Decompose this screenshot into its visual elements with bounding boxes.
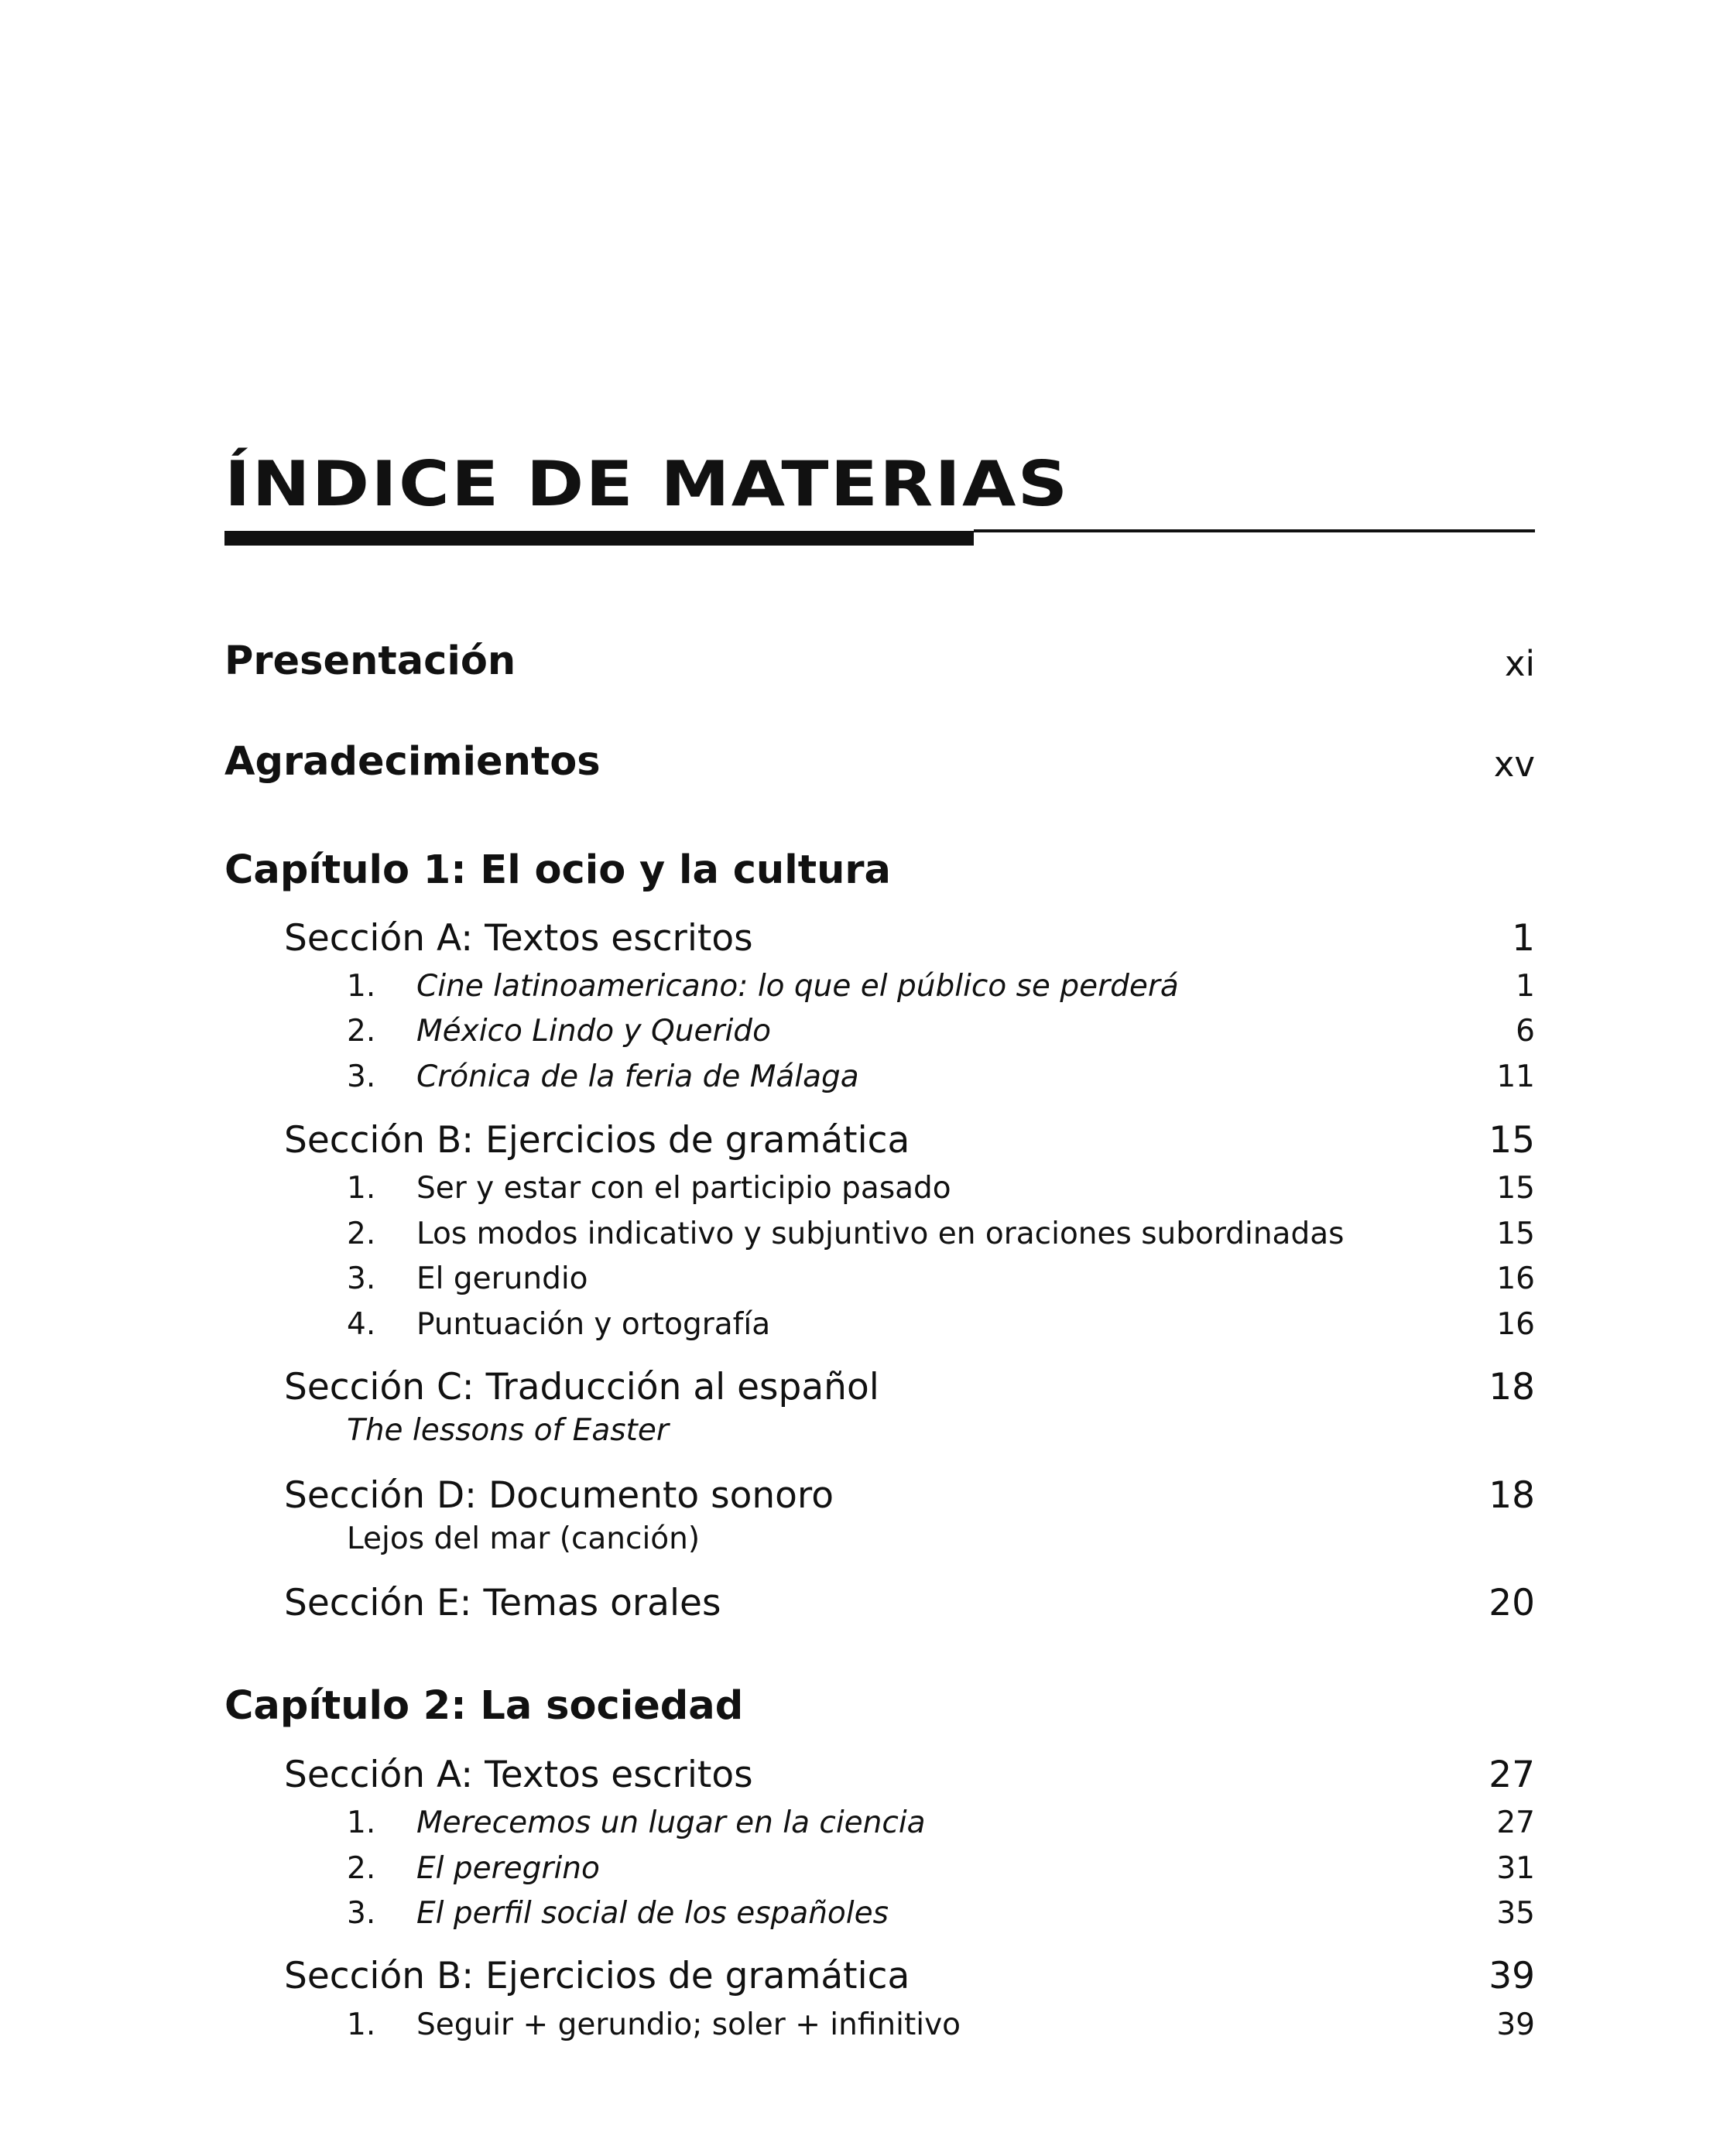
toc-entry-title: Puntuación y ortografía [416,1307,771,1342]
toc-item-number: 3. [347,1896,376,1931]
toc-page-number: 39 [1496,2007,1535,2042]
toc-section [0,1948,1713,1997]
toc-entry-title: Lejos del mar (canción) [347,1521,701,1556]
toc-page-number: 15 [1489,1119,1535,1162]
toc-section [0,1467,1713,1517]
toc-section [0,1112,1713,1162]
toc-page-number: 27 [1489,1754,1535,1796]
toc-entry-title: Crónica de la feria de Málaga [416,1059,859,1094]
toc-entry-title: The lessons of Easter [347,1413,669,1448]
toc-item-number: 1. [347,1171,376,1206]
toc-page-number: xi [1504,643,1535,684]
toc-item [0,1045,1713,1092]
toc-page-number: 11 [1496,1059,1535,1094]
toc-entry-title: Sección B: Ejercicios de gramática [284,1955,910,1997]
toc-entry-title: Los modos indicativo y subjuntivo en oraciones subordinadas [416,1217,1345,1251]
page-title: ÍNDICE DE MATERIAS [224,448,1070,520]
toc-entry-title: Cine latinoamericano: lo que el público se perderá [416,969,1179,1004]
toc-entry-title: Agradecimientos [224,739,601,785]
toc-page-number: 16 [1496,1261,1535,1296]
toc-entry-title: El peregrino [416,1851,600,1886]
toc-entry-title: El gerundio [416,1261,588,1296]
toc-entry-title: Merecemos un lugar en la ciencia [416,1805,926,1840]
toc-page-number: 35 [1496,1896,1535,1931]
toc-entry-title: Capítulo 1: El ocio y la cultura [224,847,891,893]
toc-entry-title: Sección C: Traducción al español [284,1366,879,1408]
toc-sub [0,1399,1713,1446]
title-rule-thin [974,529,1535,532]
toc-entry-title: Sección E: Temas orales [284,1582,721,1624]
toc-page-number: 16 [1496,1307,1535,1342]
toc-item [0,1000,1713,1049]
toc-front [0,635,1713,684]
toc-item [0,1792,1713,1838]
toc-item [0,1993,1713,2040]
toc-item [0,1837,1713,1884]
toc-item-number: 4. [347,1307,376,1342]
toc-page-number: 1 [1516,969,1535,1004]
toc-item-number: 2. [347,1851,376,1886]
toc-page-number: 27 [1496,1805,1535,1840]
toc-page-number: 6 [1516,1014,1535,1049]
toc-page-number: 15 [1496,1217,1535,1251]
title-rule-thick [224,531,974,546]
toc-entry-title: Ser y estar con el participio pasado [416,1171,951,1206]
toc-item-number: 1. [347,2007,376,2042]
toc-page-number: 18 [1489,1474,1535,1517]
toc-entry-title: México Lindo y Querido [416,1014,771,1049]
toc-item-number: 2. [347,1217,376,1251]
toc-entry-title: Capítulo 2: La sociedad [224,1683,744,1729]
toc-entry-title: Sección A: Textos escritos [284,917,753,960]
toc-section [0,1359,1713,1408]
toc-item-number: 1. [347,969,376,1004]
toc-page-number: 39 [1489,1955,1535,1997]
toc-page-number: 1 [1512,917,1535,960]
toc-entry-title: El perfil social de los españoles [416,1896,889,1931]
toc-page-number: xv [1493,744,1535,785]
toc-page-number: 18 [1489,1366,1535,1408]
toc-entry-title: Presentación [224,638,516,684]
toc-item [0,1882,1713,1931]
toc-item [0,1157,1713,1206]
toc-entry-title: Seguir + gerundio; soler + infinitivo [416,2007,961,2042]
toc-item [0,1293,1713,1340]
toc-page-number: 20 [1489,1582,1535,1624]
toc-item [0,1247,1713,1294]
toc-entry-title: Sección B: Ejercicios de gramática [284,1119,910,1162]
toc-page-number: 15 [1496,1171,1535,1206]
toc-chapter [0,1679,1713,1729]
toc-entry-title: Sección A: Textos escritos [284,1754,753,1796]
toc-section [0,910,1713,960]
toc-item-number: 2. [347,1014,376,1049]
toc-item-number: 1. [347,1805,376,1840]
toc-item [0,955,1713,1004]
toc-sub [0,1507,1713,1554]
toc-item-number: 3. [347,1059,376,1094]
toc-front [0,735,1713,785]
toc-item [0,1203,1713,1249]
toc-section [0,1575,1713,1624]
toc-item-number: 3. [347,1261,376,1296]
toc-entry-title: Sección D: Documento sonoro [284,1474,834,1517]
toc-section [0,1747,1713,1796]
toc-chapter [0,844,1713,893]
toc-page-number: 31 [1496,1851,1535,1886]
